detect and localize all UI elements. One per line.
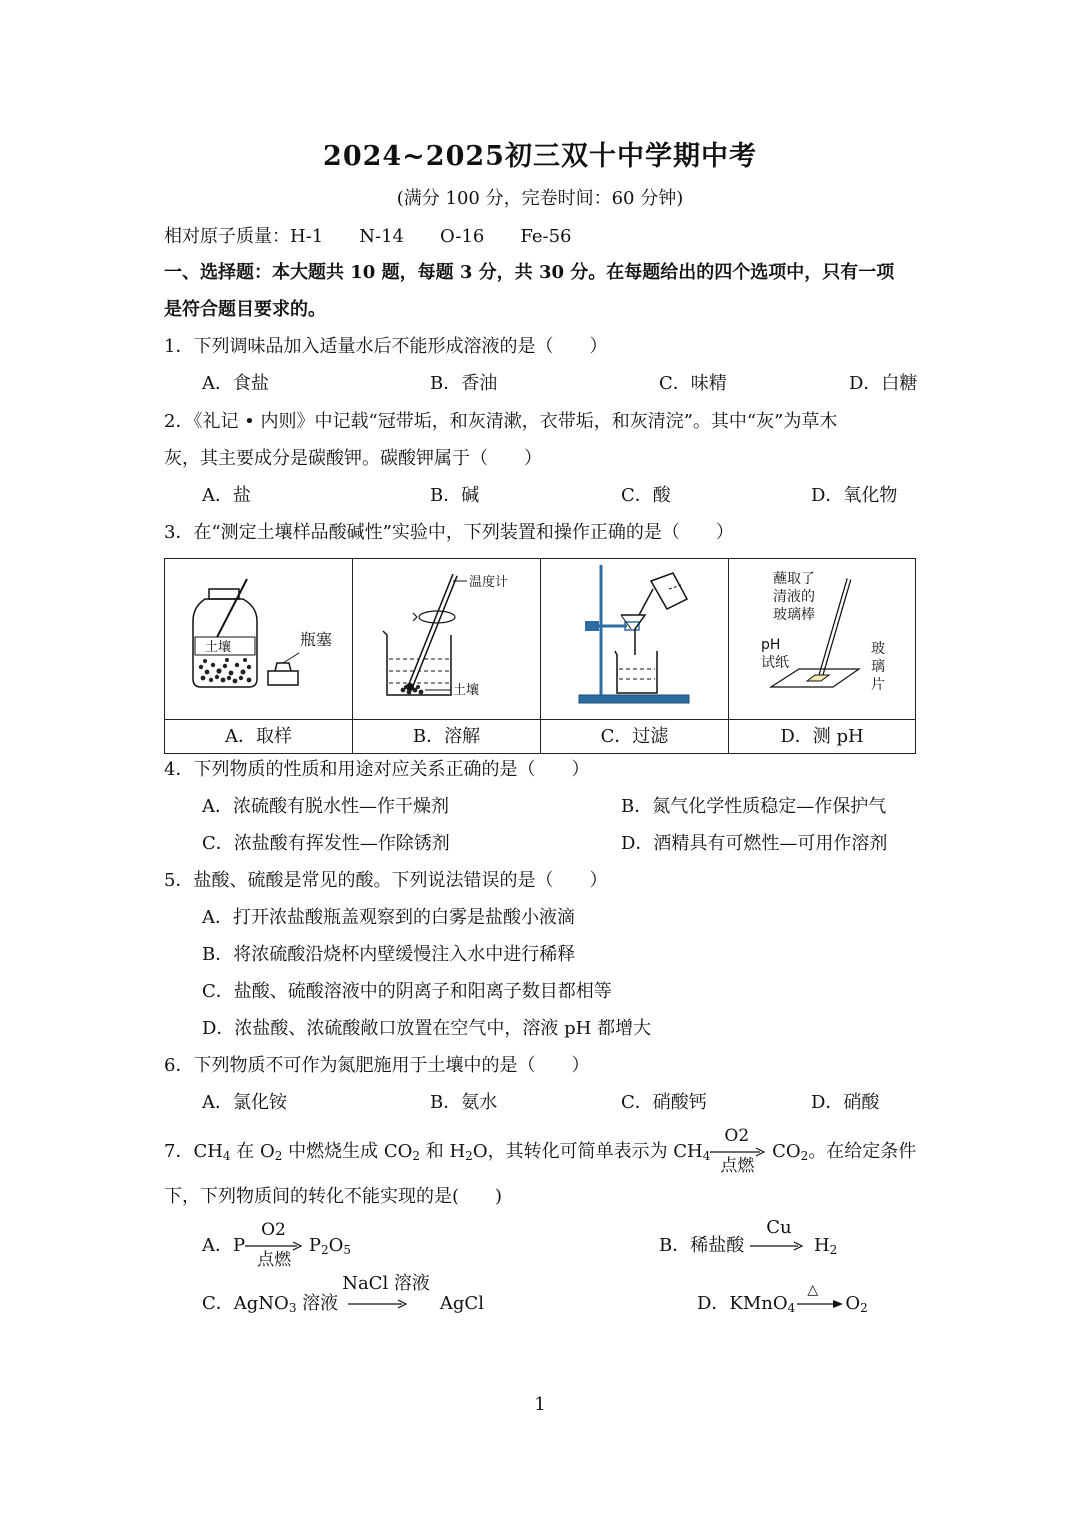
q1-option-b: B．香油 (430, 373, 498, 394)
q7-b-arrow: Cu (744, 1235, 808, 1257)
q3-figure-a (165, 559, 353, 719)
q1-stem: 1．下列调味品加入适量水后不能形成溶液的是（ ） (164, 336, 608, 357)
q1-option-d: D．白糖 (849, 373, 918, 394)
atomic-masses: 相对原子质量：H-1 N-14 O-16 Fe-56 (164, 226, 572, 247)
q5-stem: 5．盐酸、硫酸是常见的酸。下列说法错误的是（ ） (164, 870, 608, 891)
q6-option-b: B．氨水 (430, 1092, 498, 1113)
q6-option-c: C．硝酸钙 (621, 1092, 707, 1113)
q4-option-d: D．酒精具有可燃性—可用作溶剂 (621, 833, 888, 854)
section-heading-line2: 是符合题目要求的。 (164, 299, 326, 320)
q2-option-c: C．酸 (621, 485, 671, 506)
q3-option-d: D．测 pH (780, 726, 864, 747)
q5-option-c: C．盐酸、硫酸溶液中的阴离子和阳离子数目都相等 (202, 981, 612, 1002)
q4-stem: 4．下列物质的性质和用途对应关系正确的是（ ） (164, 759, 590, 780)
q1-option-a: A．食盐 (202, 373, 269, 394)
fig-d-rod-label-1: 蘸取了 (773, 571, 815, 587)
q4-option-b: B．氮气化学性质稳定—作保护气 (621, 796, 887, 817)
q6-stem: 6．下列物质不可作为氮肥施用于土壤中的是（ ） (164, 1055, 590, 1076)
q2-stem-line2: 灰，其主要成分是碳酸钾。碳酸钾属于（ ） (164, 448, 542, 469)
q3-figure-b (353, 559, 541, 719)
q3-figure-d (729, 559, 915, 719)
fig-d-rod-label-2: 清液的 (773, 589, 815, 605)
fig-d-ph-label-1: pH (761, 637, 781, 653)
fig-d-glass-label-3: 片 (871, 677, 885, 693)
ph-test-diagram (729, 559, 915, 719)
q1-option-c: C．味精 (659, 373, 727, 394)
fig-d-glass-label-2: 璃 (871, 659, 885, 675)
q3-option-c: C．过滤 (541, 720, 729, 754)
q7-option-d: D．KMnO$_4$ △ $O_2$ (697, 1282, 868, 1315)
q7-stem-line2: 下，下列物质间的转化不能实现的是( ) (164, 1186, 503, 1207)
page-number: 1 (534, 1394, 546, 1415)
q7-d-arrow: △ (795, 1293, 845, 1315)
fig-b-thermometer-label: 温度计 (469, 575, 509, 590)
q3-option-a: A．取样 (165, 720, 353, 754)
page-title: 2024~2025初三双十中学期中考 (323, 141, 757, 172)
fig-a-stopper-label: 瓶塞 (300, 630, 333, 649)
soil-jar-diagram (165, 559, 353, 719)
q7-stem-line1: 7．$CH_4$ 在 $O_2$ 中燃烧生成 $CO_2$ 和 $H_2O$，其转化可简单表示为 $CH_4$ O2 点燃 $CO_2$。在给定条件 (164, 1126, 917, 1176)
fig-a-soil-label: 土壤 (205, 640, 232, 655)
section-heading-line1: 一、选择题：本大题共 10 题，每题 3 分，共 30 分。在每题给出的四个选项中，只有一项 (164, 262, 895, 283)
filtration-diagram (541, 559, 729, 719)
q7-c-arrow: NaCl 溶液 (338, 1293, 434, 1315)
fig-d-rod-label-3: 玻璃棒 (773, 607, 815, 623)
q3-stem: 3．在“测定土壤样品酸碱性”实验中，下列装置和操作正确的是（ ） (164, 522, 734, 543)
q3-option-b: B．溶解 (353, 720, 541, 754)
fig-d-glass-label-1: 玻 (871, 641, 885, 657)
exam-subtitle: (满分 100 分，完卷时间：60 分钟) (396, 188, 684, 209)
q2-stem-line1: 2．《礼记 • 内则》中记载“冠带垢，和灰清漱，衣带垢，和灰清浣”。其中“灰”为草木 (164, 411, 838, 432)
q7-option-c: C．AgNO$_3$ 溶液 NaCl 溶液 AgCl (202, 1273, 484, 1315)
q4-option-a: A．浓硫酸有脱水性—作干燥剂 (202, 796, 449, 817)
q5-option-d: D．浓盐酸、浓硫酸敞口放置在空气中，溶液 pH 都增大 (202, 1018, 652, 1039)
q7-option-a: A．P O2 点燃 $P_2O_5$ (202, 1220, 352, 1270)
q5-option-b: B．将浓硫酸沿烧杯内壁缓慢注入水中进行稀释 (202, 944, 576, 965)
q7-a-arrow: O2 点燃 (245, 1235, 303, 1257)
fig-b-soil-label: 土壤 (453, 683, 480, 698)
q7-option-b: B．稀盐酸 Cu $H_2$ (659, 1217, 838, 1257)
q7-reaction-arrow: O2 点燃 (710, 1141, 766, 1163)
beaker-thermometer-diagram (353, 559, 541, 719)
q3-figure-table (164, 558, 916, 754)
q2-option-d: D．氧化物 (811, 485, 898, 506)
fig-d-ph-label-2: 试纸 (761, 655, 789, 671)
q5-option-a: A．打开浓盐酸瓶盖观察到的白雾是盐酸小液滴 (202, 907, 575, 928)
q3-figure-c (541, 559, 729, 719)
q2-option-a: A．盐 (202, 485, 251, 506)
q2-option-b: B．碱 (430, 485, 480, 506)
q6-option-a: A．氯化铵 (202, 1092, 287, 1113)
q6-option-d: D．硝酸 (811, 1092, 880, 1113)
q3-caption-row (165, 719, 915, 754)
q4-option-c: C．浓盐酸有挥发性—作除锈剂 (202, 833, 450, 854)
